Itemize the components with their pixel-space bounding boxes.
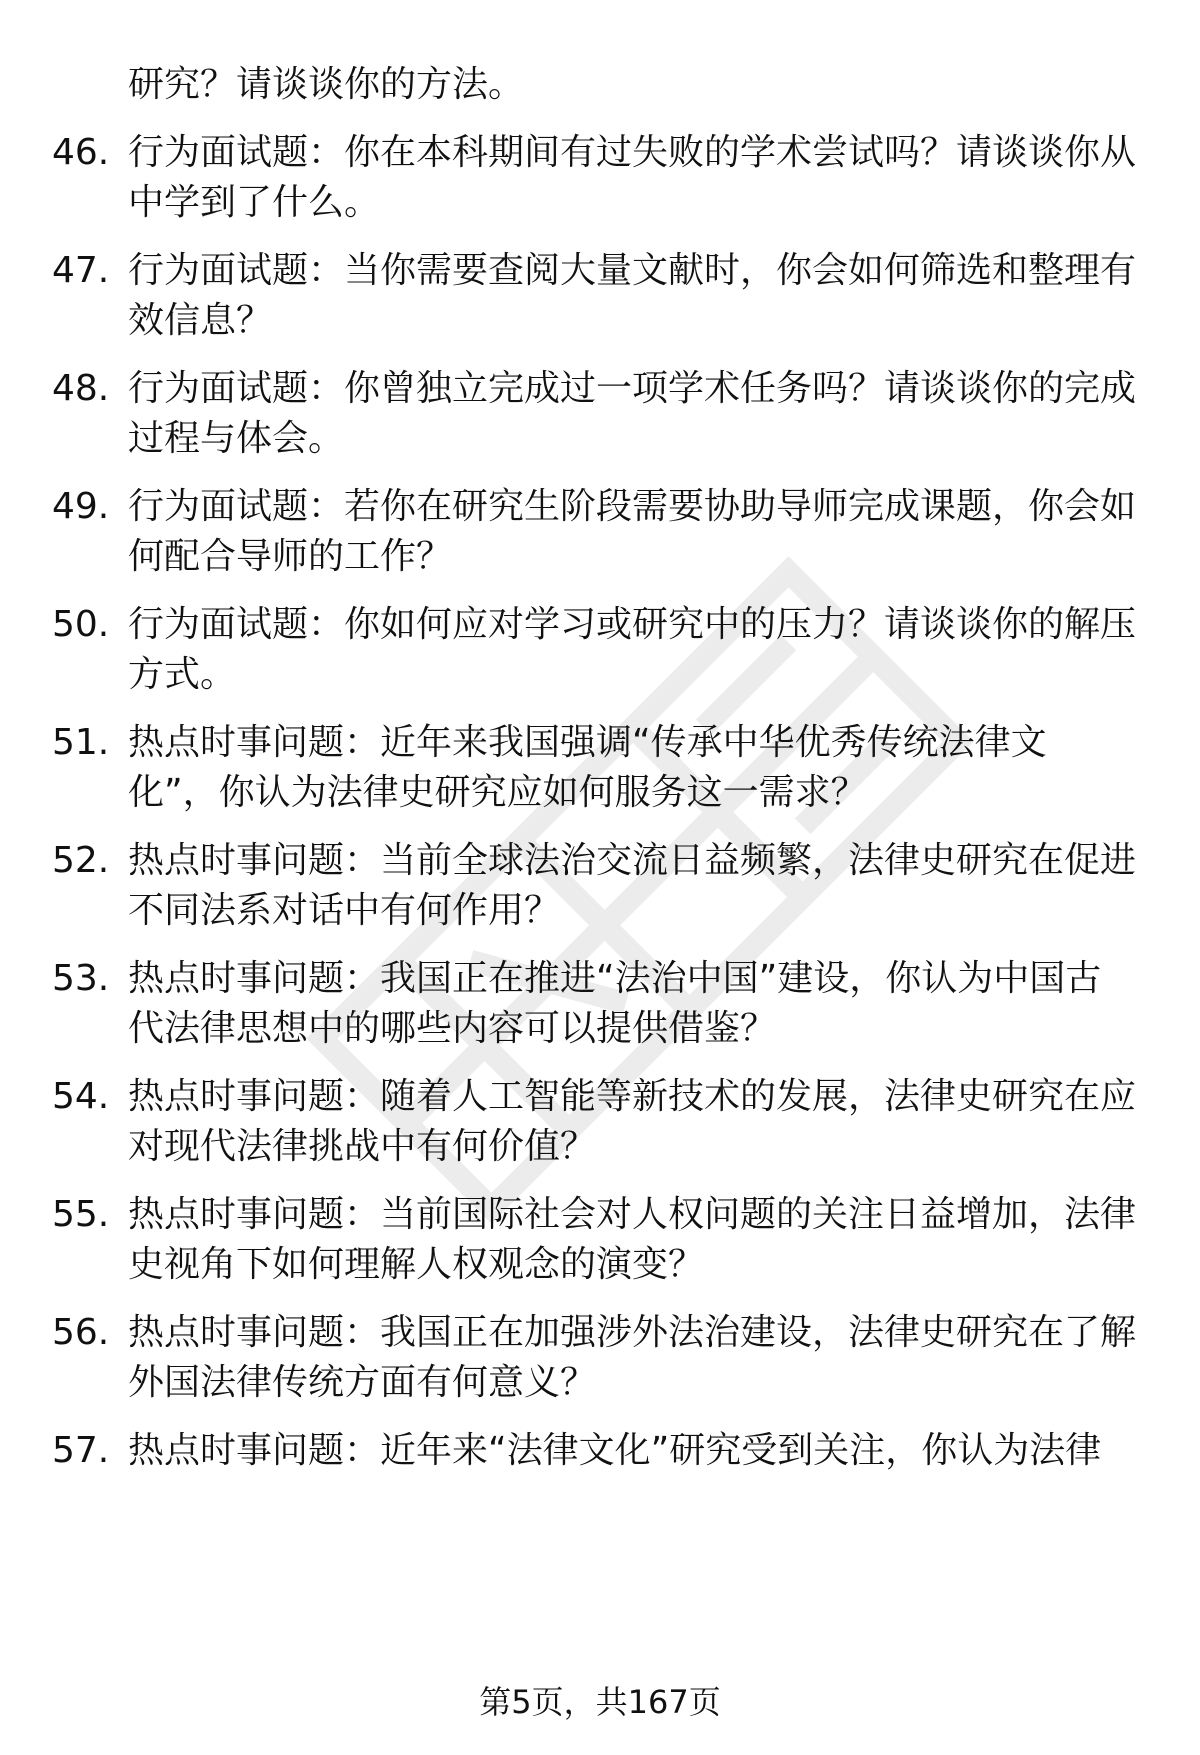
question-text-line: 热点时事问题：随着人工智能等新技术的发展，法律史研究在应 <box>128 1076 1137 1117</box>
question-text <box>128 482 1138 582</box>
question-number: 54. <box>52 1076 110 1117</box>
question-text <box>128 718 1138 818</box>
question-text-line: 行为面试题：你曾独立完成过一项学术任务吗？请谈谈你的完成 <box>128 368 1137 409</box>
question-number: 57. <box>52 1430 110 1471</box>
question-text-line: 热点时事问题：我国正在推进“法治中国”建设，你认为中国古 <box>128 958 1102 999</box>
question-text <box>128 364 1138 464</box>
question-text <box>128 600 1138 700</box>
question-text-line: 效信息？ <box>128 300 273 341</box>
question-number: 55. <box>52 1194 110 1235</box>
question-text-line: 热点时事问题：近年来“法律文化”研究受到关注，你认为法律 <box>128 1430 1102 1471</box>
question-text-line: 行为面试题：你如何应对学习或研究中的压力？请谈谈你的解压 <box>128 604 1137 645</box>
question-number: 50. <box>52 604 110 645</box>
page-number-footer: 第5页，共167页 <box>479 1683 721 1721</box>
continuation-text: 研究？请谈谈你的方法。 <box>128 64 525 105</box>
question-text <box>128 1308 1138 1408</box>
question-text <box>128 1072 1138 1172</box>
question-text <box>128 954 1138 1054</box>
question-text-line: 外国法律传统方面有何意义？ <box>128 1362 597 1403</box>
question-text-line: 何配合导师的工作？ <box>128 536 453 577</box>
question-text <box>128 246 1138 346</box>
question-number: 49. <box>52 486 110 527</box>
question-text-line: 热点时事问题：当前国际社会对人权问题的关注日益增加，法律 <box>128 1194 1137 1235</box>
question-number: 53. <box>52 958 110 999</box>
question-text-line: 行为面试题：你在本科期间有过失败的学术尝试吗？请谈谈你从 <box>128 132 1137 173</box>
question-text-line: 方式。 <box>128 654 237 695</box>
question-number: 51. <box>52 722 110 763</box>
question-text-line: 代法律思想中的哪些内容可以提供借鉴？ <box>128 1008 777 1049</box>
question-text <box>128 1190 1138 1290</box>
question-number: 56. <box>52 1312 110 1353</box>
question-text-line: 行为面试题：当你需要查阅大量文献时，你会如何筛选和整理有 <box>128 250 1137 291</box>
question-text-line: 史视角下如何理解人权观念的演变？ <box>128 1244 705 1285</box>
question-text-line: 热点时事问题：我国正在加强涉外法治建设，法律史研究在了解 <box>128 1312 1137 1353</box>
question-text <box>128 128 1138 228</box>
question-text <box>128 1426 1138 1476</box>
question-text-line: 不同法系对话中有何作用？ <box>128 890 561 931</box>
question-text-line: 对现代法律挑战中有何价值？ <box>128 1126 597 1167</box>
question-text-line: 化”，你认为法律史研究应如何服务这一需求？ <box>128 772 867 813</box>
question-text-line: 行为面试题：若你在研究生阶段需要协助导师完成课题，你会如 <box>128 486 1137 527</box>
question-text <box>128 836 1138 936</box>
question-number: 48. <box>52 368 110 409</box>
question-number: 47. <box>52 250 110 291</box>
question-text-line: 热点时事问题：近年来我国强调“传承中华优秀传统法律文 <box>128 722 1047 763</box>
question-number: 52. <box>52 840 110 881</box>
question-text-line: 中学到了什么。 <box>128 182 381 223</box>
question-number: 46. <box>52 132 110 173</box>
question-text-line: 过程与体会。 <box>128 418 345 459</box>
question-text-line: 热点时事问题：当前全球法治交流日益频繁，法律史研究在促进 <box>128 840 1137 881</box>
